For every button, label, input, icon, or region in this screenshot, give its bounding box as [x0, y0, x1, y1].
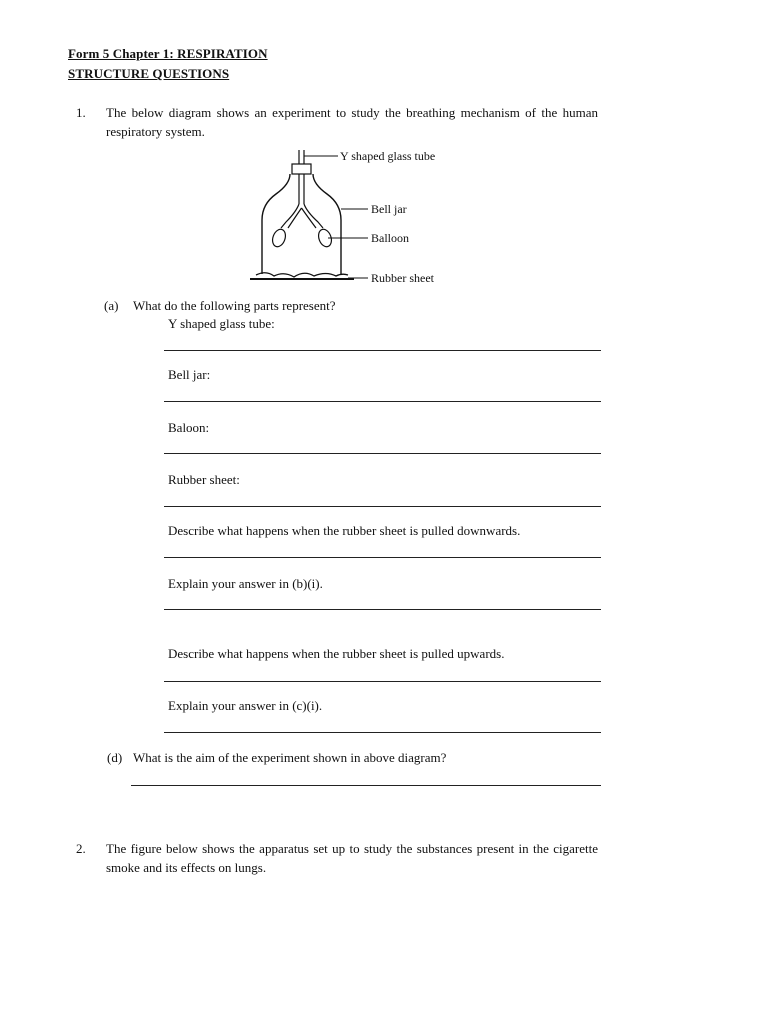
- part-d-label: (d): [107, 750, 123, 765]
- part-c-i: Describe what happens when the rubber sheet is pulled upwards.: [168, 646, 505, 661]
- label-tube: Y shaped glass tube: [340, 149, 436, 163]
- answer-line: [164, 732, 601, 733]
- answer-line: [164, 401, 601, 402]
- balloons: [270, 227, 333, 248]
- part-c-ii: Explain your answer in (c)(i).: [168, 698, 323, 713]
- bell-jar-diagram: [246, 142, 466, 292]
- answer-line: [164, 681, 601, 682]
- bell-jar: [262, 174, 341, 274]
- question-2-intro: The figure below shows the apparatus set up to study the substances present in the cigarette smoke and its effects on lungs.: [106, 841, 598, 875]
- part-a-item-4: Rubber sheet:: [168, 472, 240, 487]
- question-2-number: 2.: [76, 841, 86, 856]
- part-b-ii: Explain your answer in (b)(i).: [168, 576, 323, 591]
- label-jar: Bell jar: [371, 202, 407, 216]
- section-title: STRUCTURE QUESTIONS: [68, 66, 230, 81]
- y-shaped-glass-tube: [281, 150, 323, 228]
- label-balloon: Balloon: [371, 231, 409, 245]
- label-sheet: Rubber sheet: [371, 271, 434, 285]
- rubber-sheet: [256, 273, 348, 277]
- part-a-item-3: Baloon:: [168, 420, 210, 435]
- answer-line: [164, 506, 601, 507]
- question-1-number: 1.: [76, 105, 86, 120]
- answer-line: [131, 785, 601, 786]
- part-a-item-1: Y shaped glass tube:: [168, 316, 275, 331]
- part-b-i: Describe what happens when the rubber sheet is pulled downwards.: [168, 523, 521, 538]
- stopper: [292, 164, 311, 174]
- answer-line: [164, 350, 601, 351]
- answer-line: [164, 453, 601, 454]
- part-a-label: (a): [104, 298, 119, 313]
- part-d-question: What is the aim of the experiment shown in above diagram?: [133, 750, 447, 765]
- chapter-title: Form 5 Chapter 1: RESPIRATION: [68, 46, 268, 61]
- answer-line: [164, 557, 601, 558]
- question-1-intro: The below diagram shows an experiment to study the breathing mechanism of the human respiratory system.: [106, 105, 598, 139]
- part-a-question: What do the following parts represent?: [133, 298, 336, 313]
- part-a-item-2: Bell jar:: [168, 367, 211, 382]
- answer-line: [164, 609, 601, 610]
